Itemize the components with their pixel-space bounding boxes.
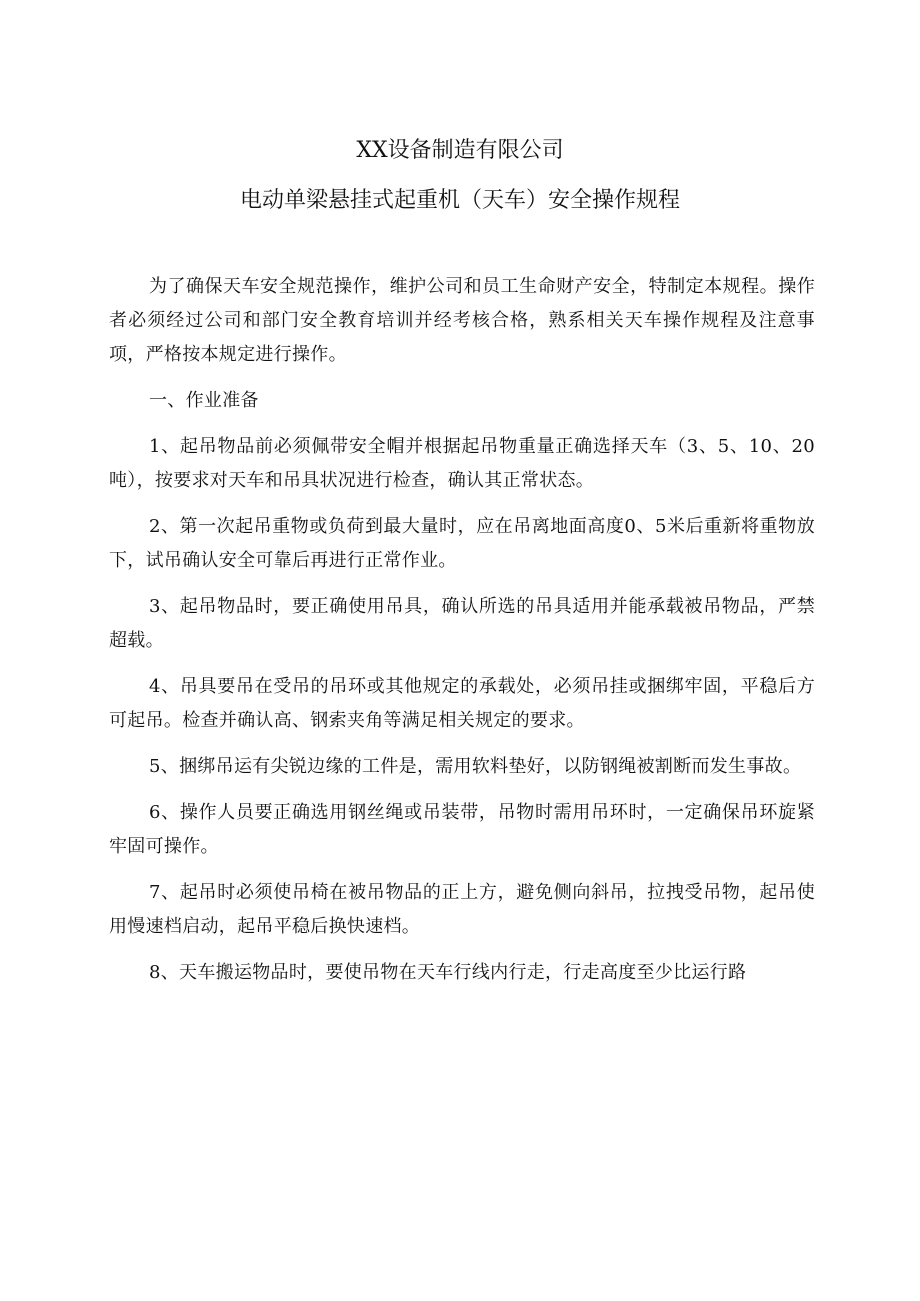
paragraph-item-3: 3、起吊物品时，要正确使用吊具，确认所选的吊具适用并能承载被吊物品，严禁超载。 — [109, 596, 815, 651]
paragraph-item-1: 1、起吊物品前必须佩带安全帽并根据起吊物重量正确选择天车（3、5、10、20吨），按要求对天车和吊具状况进行检查，确认其正常状态。 — [109, 436, 815, 491]
document-body — [109, 270, 815, 1002]
paragraph-item-8: 8、天车搬运物品时，要使吊物在天车行线内行走，行走高度至少比运行路 — [149, 962, 747, 983]
company-title: XX设备制造有限公司 — [356, 138, 564, 163]
paragraph-item-5: 5、捆绑吊运有尖锐边缘的工件是，需用软料垫好，以防钢绳被割断而发生事故。 — [149, 756, 802, 777]
section-heading: 一、作业准备 — [149, 390, 259, 411]
paragraph-item-2: 2、第一次起吊重物或负荷到最大量时，应在吊离地面高度0、5米后重新将重物放下，试吊确认安全可靠后再进行正常作业。 — [109, 516, 815, 571]
paragraph-intro: 为了确保天车安全规范操作，维护公司和员工生命财产安全，特制定本规程。操作者必须经过公司和部门安全教育培训并经考核合格，熟系相关天车操作规程及注意事项，严格按本规定进行操作。 — [109, 276, 815, 365]
document-title: 电动单梁悬挂式起重机（天车）安全操作规程 — [239, 188, 680, 213]
paragraph-item-4: 4、吊具要吊在受吊的吊环或其他规定的承载处，必须吊挂或捆绑牢固，平稳后方可起吊。检查并确认高、钢索夹角等满足相关规定的要求。 — [109, 676, 815, 731]
paragraph-item-6: 6、操作人员要正确选用钢丝绳或吊装带，吊物时需用吊环时，一定确保吊环旋紧牢固可操作。 — [109, 802, 815, 857]
paragraph-item-7: 7、起吊时必须使吊椅在被吊物品的正上方，避免侧向斜吊，拉拽受吊物，起吊使用慢速档启动，起吊平稳后换快速档。 — [109, 882, 815, 937]
